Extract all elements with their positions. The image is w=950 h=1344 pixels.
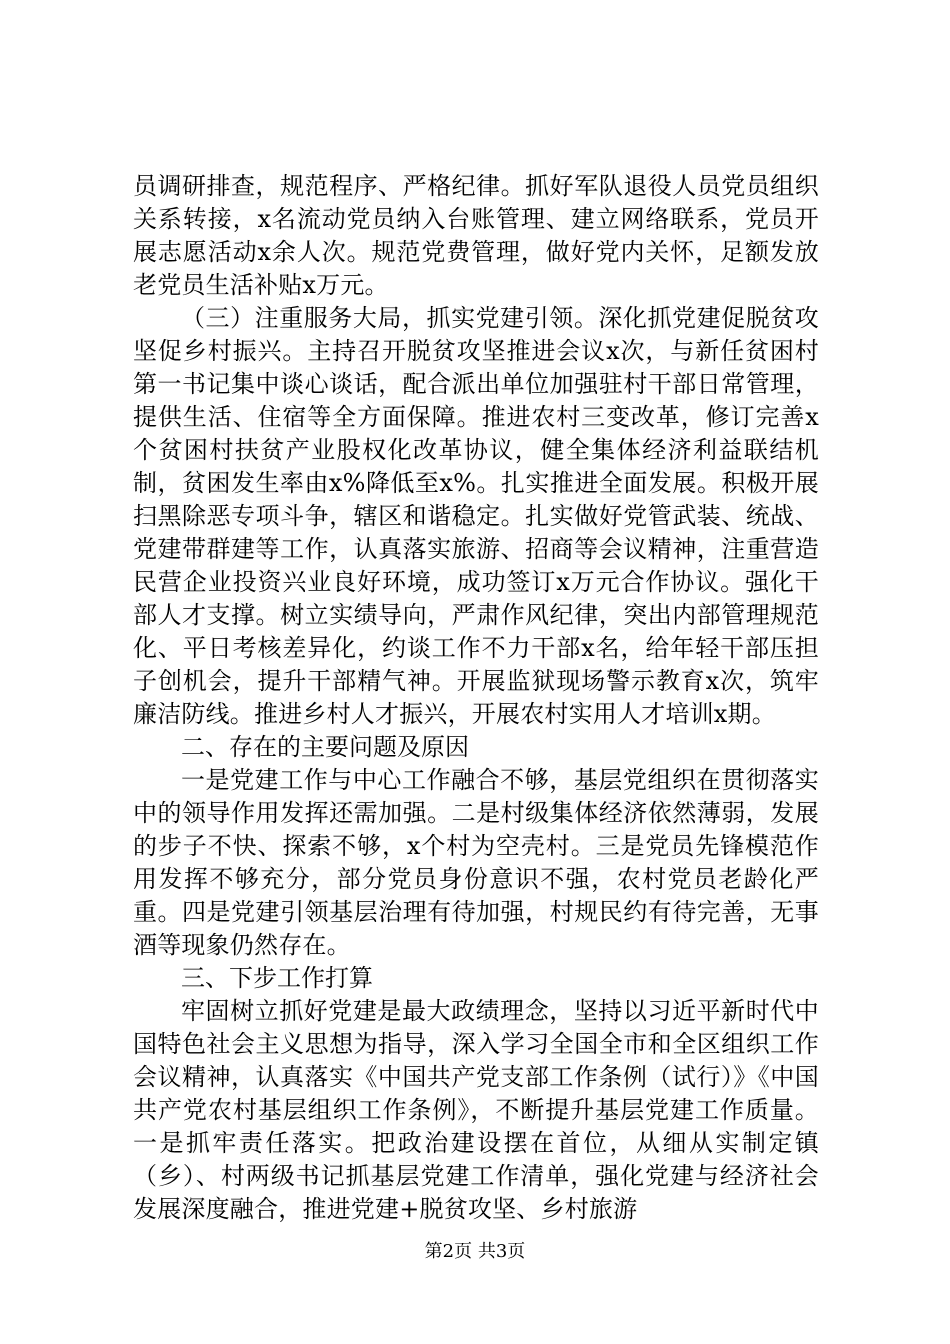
paragraph-continuation: 员调研排查，规范程序、严格纪律。抓好军队退役人员党员组织关系转接，x名流动党员纳入台账管理、建立网络联系，党员开展志愿活动x余人次。规范党费管理，做好党内关怀，足额发放老党员生活补贴x万元。 <box>133 172 819 299</box>
paragraph-next-steps: 牢固树立抓好党建是最大政绩理念，坚持以习近平新时代中国特色社会主义思想为指导，深入学习全国全市和全区组织工作会议精神，认真落实《中国共产党支部工作条例（试行）》《中国共产党农村基层组织工作条例》，不断提升基层党建工作质量。一是抓牢责任落实。把政治建设摆在首位，从细从实制定镇（乡）、村两级书记抓基层党建工作清单，强化党建与经济社会发展深度融合，推进党建+脱贫攻坚、乡村旅游 <box>133 997 819 1223</box>
section-heading-next-steps: 三、下步工作打算 <box>181 964 373 992</box>
page-footer: 第2页 共3页 <box>424 1241 526 1262</box>
paragraph-problems: 一是党建工作与中心工作融合不够，基层党组织在贯彻落实中的领导作用发挥还需加强。二是村级集体经济依然薄弱，发展的步子不快、探索不够，x个村为空壳村。三是党员先锋模范作用发挥不够充分，部分党员身份意识不强，农村党员老龄化严重。四是党建引领基层治理有待加强，村规民约有待完善，无事酒等现象仍然存在。 <box>133 766 819 959</box>
document-body <box>133 170 819 1226</box>
section-heading-problems: 二、存在的主要问题及原因 <box>181 733 469 761</box>
paragraph-service-overall: （三）注重服务大局，抓实党建引领。深化抓党建促脱贫攻坚促乡村振兴。主持召开脱贫攻坚推进会议x次，与新任贫困村第一书记集中谈心谈话，配合派出单位加强驻村干部日常管理，提供生活、住宿等全方面保障。推进农村三变改革，修订完善x个贫困村扶贫产业股权化改革协议，健全集体经济利益联结机制，贫困发生率由x%降低至x%。扎实推进全面发展。积极开展扫黑除恶专项斗争，辖区和谐稳定。扎实做好党管武装、统战、党建带群建等工作，认真落实旅游、招商等会议精神，注重营造民营企业投资兴业良好环境，成功签订x万元合作协议。强化干部人才支撑。树立实绩导向，严肃作风纪律，突出内部管理规范化、平日考核差异化，约谈工作不力干部x名，给年轻干部压担子创机会，提升干部精气神。开展监狱现场警示教育x次，筑牢廉洁防线。推进乡村人才振兴，开展农村实用人才培训x期。 <box>133 304 819 728</box>
